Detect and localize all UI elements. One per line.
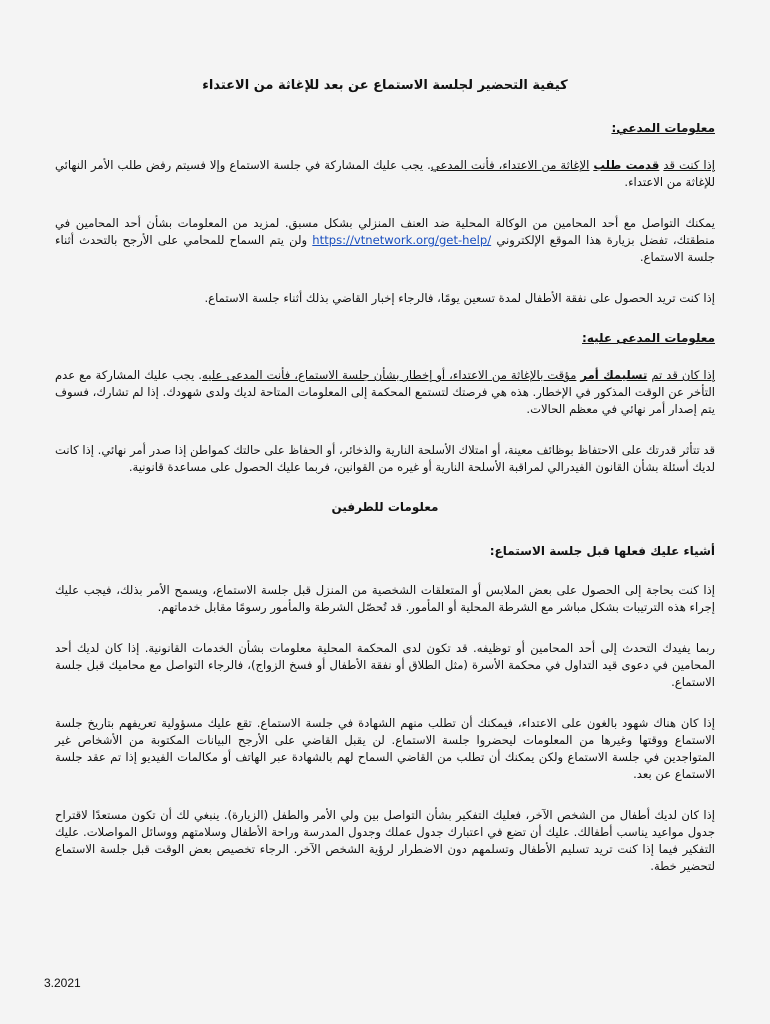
p1-bold: قدمت طلب <box>593 158 660 172</box>
respondent-heading: معلومات المدعى عليه: <box>582 331 715 345</box>
petitioner-paragraph-2 <box>55 215 715 266</box>
p1-rest: . يجب عليك المشاركة في جلسة الاستماع وإلا فسيتم رفض طلب الأمر النهائي للإغاثة من الاعتداء. <box>55 158 715 189</box>
both-paragraph-2: ربما يفيدك التحدث إلى أحد المحامين أو توظيفه. قد تكون لدى المحكمة المحلية معلومات بشأن الخدمات القانونية. إذا كان لديك أحد المحامين في دعوى قيد التداول في محكمة الأسرة (مثل الطلاق أو نفقة الأطفال أو فسخ الزواج)، فالرجاء التواصل مع محاميك قبل جلسة الاستماع. <box>55 641 715 689</box>
respondent-paragraph-2: قد تتأثر قدرتك على الاحتفاظ بوظائف معينة، أو امتلاك الأسلحة النارية والذخائر، أو الحفاظ على حالتك كمواطن إذا صدر أمر نهائي. إذا كانت لديك أسئلة بشأن القانون الفيدرالي لمراقبة الأسلحة النارية أو غيره من القوانين، فربما عليك الحصول على مساعدة قانونية. <box>55 443 715 474</box>
both-parties-heading: معلومات للطرفين <box>331 500 439 514</box>
p2-after: ولن يتم السماح للمحامي على الأرجح بالتحدث أثناء جلسة الاستماع. <box>55 233 715 264</box>
revision-date: 3.2021 <box>44 976 81 990</box>
get-help-link[interactable]: https://vtnetwork.org/get-help/ <box>312 233 492 247</box>
p4-lead: إذا كان قد تم <box>651 368 716 382</box>
p1-mid: الإغاثة من الاعتداء، فأنت المدعي <box>430 158 590 172</box>
p2-before: يمكنك التواصل مع أحد المحامين من الوكالة المحلية ضد العنف المنزلي بشكل مسبق. لمزيد من المعلومات بشأن أحد المحامين في منطقتك، تفضل بزيارة هذا الموقع الإلكتروني <box>55 216 716 247</box>
respondent-paragraph-1 <box>55 367 715 418</box>
p4-rest: . يجب عليك المشاركة مع عدم التأخر عن الوقت المذكور في الإخطار. هذه هي فرصتك لتستمع المحكمة إلى المعلومات المتاحة لديك ولدى شهودك. إذا لم تشارك، فسوف يتم إصدار أمر نهائي في معظم الحالات. <box>55 368 715 416</box>
p4-mid: مؤقت بالإغاثة من الاعتداء، أو إخطار بشأن جلسة الاستماع، فأنت المدعى عليه <box>201 368 577 382</box>
petitioner-paragraph-1 <box>55 157 715 191</box>
both-paragraph-3: إذا كان هناك شهود بالغون على الاعتداء، فيمكنك أن تطلب منهم الشهادة في جلسة الاستماع. تقع عليك مسؤولية تعريفهم بتاريخ جلسة الاستماع ووقتها وغيرها من المعلومات ليحضروا جلسة الاستماع. لن يقبل القاضي على الأرجح البيانات المكتوبة من الأشخاص غير المتواجدين في جلسة الاستماع ولكن يمكنك أن تطلب من القاضي السماح لهم بالشهادة عبر الهاتف أو مكالمات الفيديو إذا تم عقد جلسة الاستماع عن بعد. <box>55 716 715 781</box>
both-paragraph-4: إذا كان لديك أطفال من الشخص الآخر، فعليك التفكير بشأن التواصل بين ولي الأمر والطفل (الزيارة). ينبغي لك أن تكون مستعدًا لاقتراح جدول مواعيد يناسب أطفالك. عليك أن تضع في اعتبارك جدول عملك وجدول المدرسة وراحة الأطفال وسلامتهم ووسائل المواصلات. عليك التفكير فيما إذا كنت تريد تسليم الأطفال وتسلمهم دون الاضطرار لرؤية الشخص الآخر. الرجاء تخصيص بعض الوقت قبل جلسة الاستماع لتحضير خطة. <box>55 808 715 873</box>
petitioner-heading: معلومات المدعي: <box>611 121 715 135</box>
petitioner-paragraph-3: إذا كنت تريد الحصول على نفقة الأطفال لمدة تسعين يومًا، فالرجاء إخبار القاضي بذلك أثناء جلسة الاستماع. <box>204 291 715 305</box>
page-title: كيفية التحضير لجلسة الاستماع عن بعد للإغاثة من الاعتداء <box>202 78 568 93</box>
p4-bold: تسليمك أمر <box>580 368 648 382</box>
before-hearing-heading: أشياء عليك فعلها قبل جلسة الاستماع: <box>489 544 715 558</box>
both-paragraph-1: إذا كنت بحاجة إلى الحصول على بعض الملابس أو المتعلقات الشخصية من المنزل قبل جلسة الاستماع، ويسمح الأمر بذلك، فيجب عليك إجراء هذه الترتيبات بشكل مباشر مع الشرطة المحلية أو المأمور. قد تُحصّل الشرطة والمأمور رسومًا مقابل خدماتهم. <box>55 583 715 614</box>
p1-lead: إذا كنت قد <box>663 158 716 172</box>
